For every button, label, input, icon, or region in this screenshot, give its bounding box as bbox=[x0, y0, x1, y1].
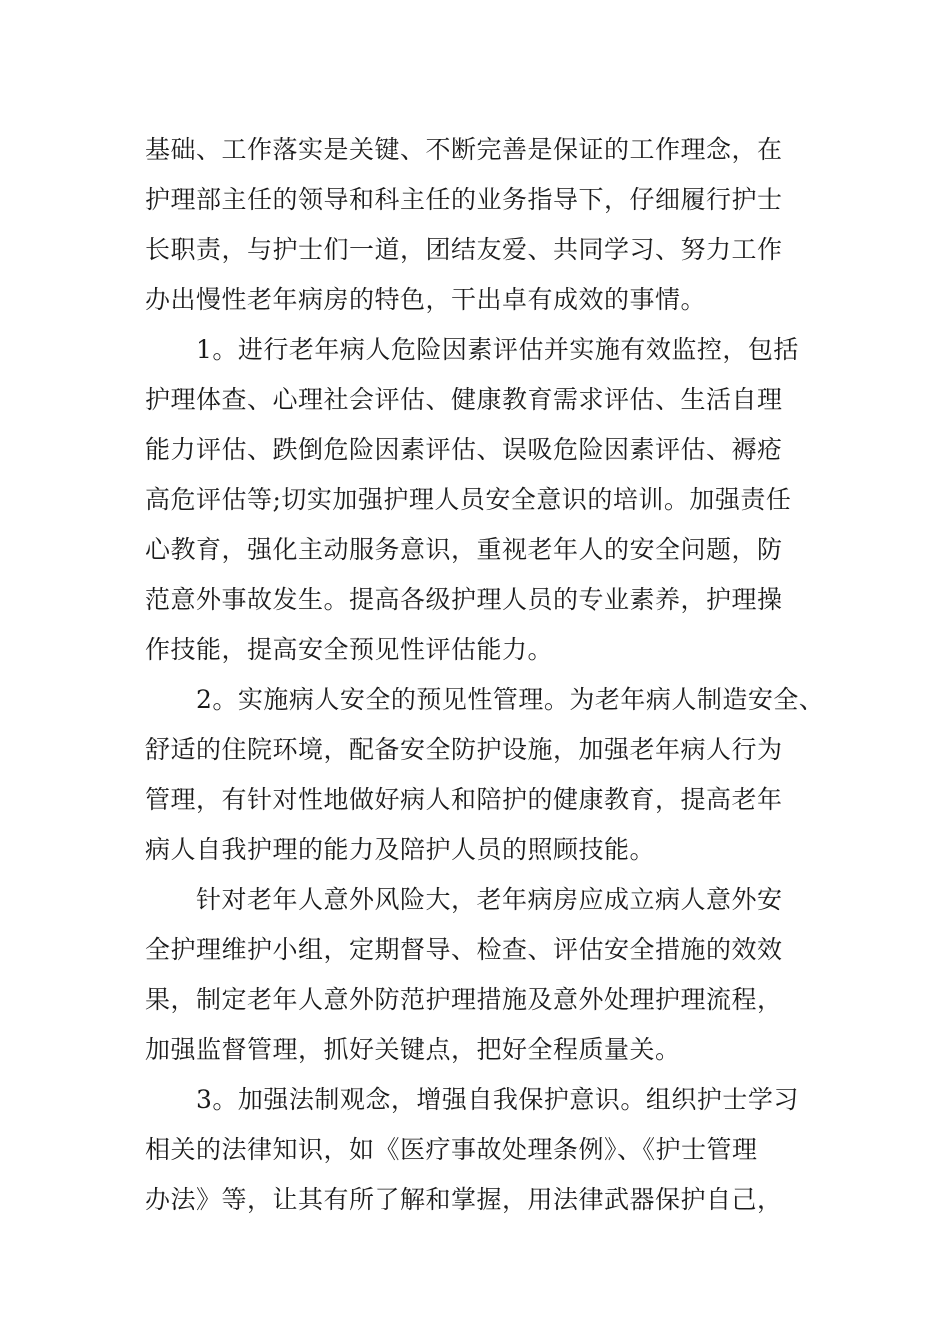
text-line: 能力评估、跌倒危险因素评估、误吸危险因素评估、褥疮 bbox=[145, 435, 783, 464]
text-line: 范意外事故发生。提高各级护理人员的专业素养，护理操 bbox=[145, 585, 783, 614]
text-line: 护理体查、心理社会评估、健康教育需求评估、生活自理 bbox=[145, 385, 783, 414]
text-line: 病人自我护理的能力及陪护人员的照顾技能。 bbox=[145, 835, 656, 864]
text-line: 长职责，与护士们一道，团结友爱、共同学习、努力工作 bbox=[145, 235, 783, 264]
text-line: 基础、工作落实是关键、不断完善是保证的工作理念，在 bbox=[145, 135, 783, 164]
text-line: 加强监督管理，抓好关键点，把好全程质量关。 bbox=[145, 1035, 681, 1064]
text-line: 相关的法律知识，如《医疗事故处理条例》、《护士管理 bbox=[145, 1135, 758, 1164]
text-line: 作技能，提高安全预见性评估能力。 bbox=[145, 635, 554, 664]
text-line: 2。实施病人安全的预见性管理。为老年病人制造安全、 bbox=[145, 685, 825, 714]
text-line: 高危评估等;切实加强护理人员安全意识的培训。加强责任 bbox=[145, 485, 792, 514]
text-line: 管理，有针对性地做好病人和陪护的健康教育，提高老年 bbox=[145, 785, 783, 814]
text-line: 护理部主任的领导和科主任的业务指导下，仔细履行护士 bbox=[145, 185, 783, 214]
text-line: 3。加强法制观念，增强自我保护意识。组织护士学习 bbox=[145, 1085, 799, 1114]
text-line: 舒适的住院环境，配备安全防护设施，加强老年病人行为 bbox=[145, 735, 783, 764]
text-line: 办法》等，让其有所了解和掌握，用法律武器保护自己， bbox=[145, 1185, 783, 1214]
text-line: 全护理维护小组，定期督导、检查、评估安全措施的效效 bbox=[145, 935, 783, 964]
text-line: 办出慢性老年病房的特色，干出卓有成效的事情。 bbox=[145, 285, 707, 314]
text-line: 1。进行老年病人危险因素评估并实施有效监控，包括 bbox=[145, 335, 799, 364]
text-line: 心教育，强化主动服务意识，重视老年人的安全问题，防 bbox=[145, 535, 783, 564]
text-line: 果，制定老年人意外防范护理措施及意外处理护理流程， bbox=[145, 985, 783, 1014]
text-line: 针对老年人意外风险大，老年病房应成立病人意外安 bbox=[145, 885, 783, 914]
